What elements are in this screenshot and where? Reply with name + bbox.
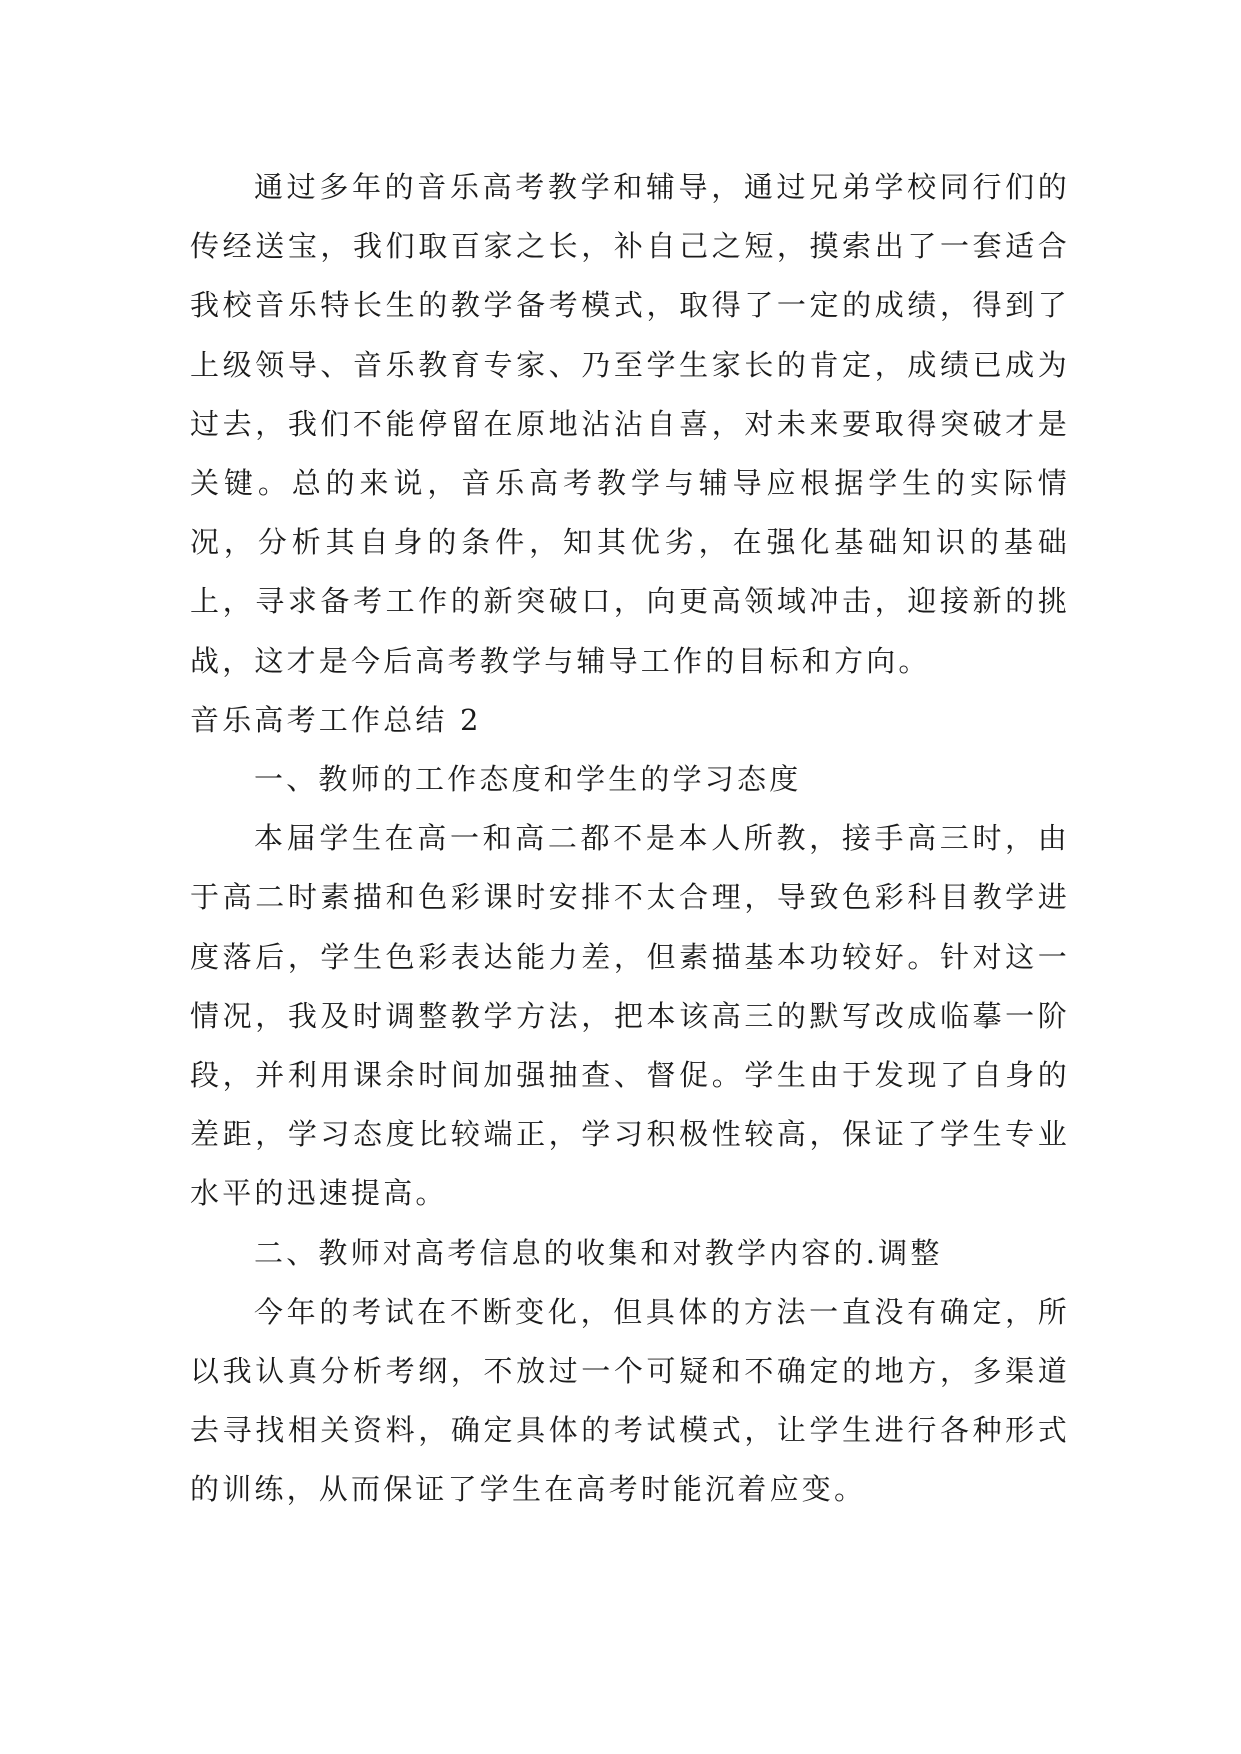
body-paragraph-1: 通过多年的音乐高考教学和辅导，通过兄弟学校同行们的传经送宝，我们取百家之长，补自己之短，摸索出了一套适合我校音乐特长生的教学备考模式，取得了一定的成绩，得到了上级领导、音乐教育专家、乃至学生家长的肯定，成绩已成为过去，我们不能停留在原地沾沾自喜，对未来要取得突破才是关键。总的来说，音乐高考教学与辅导应根据学生的实际情况，分析其自身的条件，知其优劣，在强化基础知识的基础上，寻求备考工作的新突破口，向更高领域冲击，迎接新的挑战，这才是今后高考教学与辅导工作的目标和方向。 [190,170,1070,678]
body-paragraph-2: 本届学生在高一和高二都不是本人所教，接手高三时，由于高二时素描和色彩课时安排不太合理，导致色彩科目教学进度落后，学生色彩表达能力差，但素描基本功较好。针对这一情况，我及时调整教学方法，把本该高三的默写改成临摹一阶段，并利用课余时间加强抽查、督促。学生由于发现了自身的差距，学习态度比较端正，学习积极性较高，保证了学生专业水平的迅速提高。 [190,821,1070,1211]
subheading-2: 二、教师对高考信息的收集和对教学内容的.调整 [254,1235,943,1270]
body-paragraph-3: 今年的考试在不断变化，但具体的方法一直没有确定，所以我认真分析考纲，不放过一个可疑和不确定的地方，多渠道去寻找相关资料，确定具体的考试模式，让学生进行各种形式的训练，从而保证了学生在高考时能沉着应变。 [190,1294,1070,1507]
document-page [190,158,1070,1520]
subheading-1: 一、教师的工作态度和学生的学习态度 [254,762,802,797]
section-title: 音乐高考工作总结 2 [190,702,482,737]
